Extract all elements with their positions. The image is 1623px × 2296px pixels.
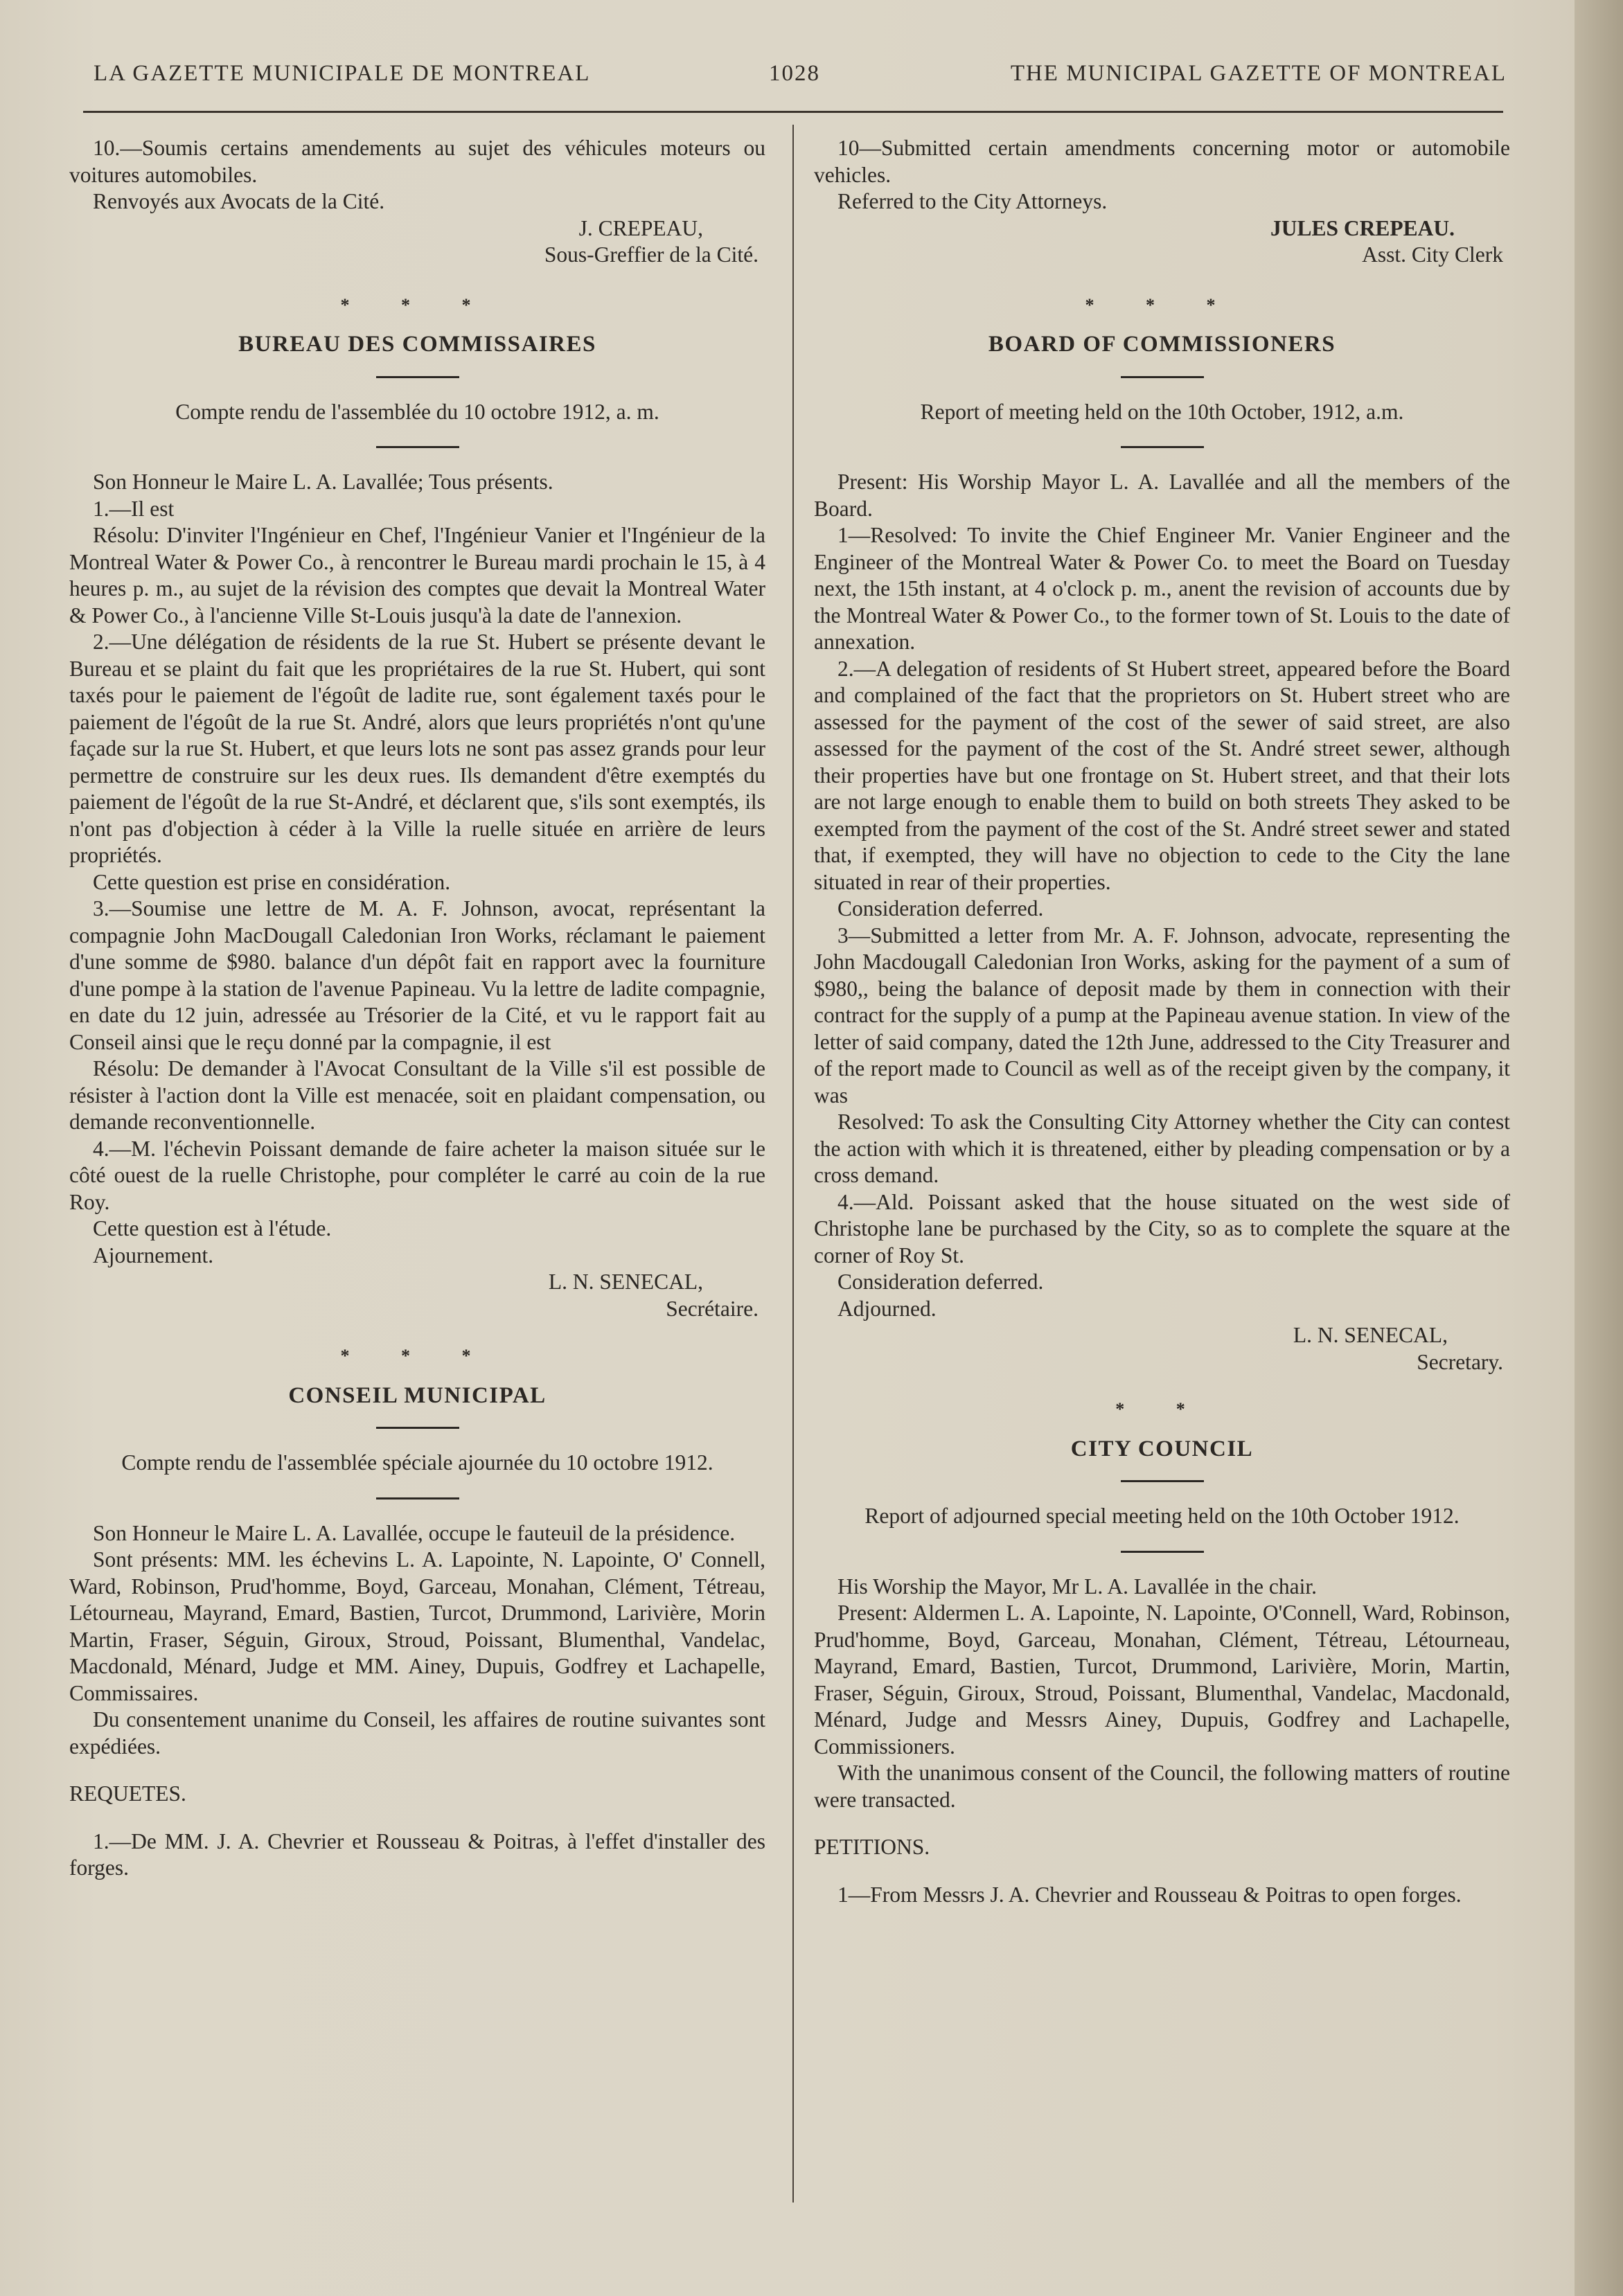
subtitle-rule <box>376 446 459 448</box>
page-edge <box>1575 0 1623 2296</box>
signature2-name-en: L. N. SENECAL, <box>1293 1323 1448 1347</box>
council-present-fr: Sont présents: MM. les échevins L. A. Lapointe, N. Lapointe, O' Connell, Ward, Robinson, Prud'homme, Boyd, Garceau, Monahan, Clément, Tétreau, Létourneau, Mayrand, Emard, Bastien, Turcot, Drummond, Larivière, Morin Martin, Fraser, Séguin, Giroux, Stroud, Poissant, Blumenthal, Vandelac, Macdonald, Ménard, Judge et MM. Ainey, Dupuis, Godfrey et Lachapelle, Commissaires. <box>69 1547 765 1705</box>
header-title-en: THE MUNICIPAL GAZETTE OF MONTREAL <box>1010 61 1507 86</box>
signature2-title-fr: Secrétaire. <box>666 1296 759 1321</box>
column-french <box>69 135 765 1882</box>
resolution-4-consideration-fr: Cette question est à l'étude. <box>93 1216 332 1240</box>
present-fr: Son Honneur le Maire L. A. Lavallée; Tous présents. <box>93 470 553 494</box>
resolution-3-resolved-fr: Résolu: De demander à l'Avocat Consultant de la Ville s'il est possible de résister à l'action dont la Ville est menacée, soit en plaidant compensation, ou demande reconventionnelle. <box>69 1056 765 1134</box>
resolution-2-fr: 2.—Une délégation de résidents de la rue St. Hubert se présente devant le Bureau et se plaint du fait que les propriétaires de la rue St. Hubert, qui sont taxés pour le paiement de l'égoût de ladite rue, sont également taxés pour le paiement de l'égoût de la rue St. André, alors que leurs propriétés n'ont qu'une façade sur la rue St. Hubert, et que leurs lots ne sont pas assez grands pour leur permettre de construire sur les deux rues. Ils demandent d'être exemptés du paiement de l'égoût de la rue St-André, et déclarent que, s'ils sont exemptés, ils n'ont pas d'objection à céder à la Ville la ruelle située en arrière de leurs propriétés. <box>69 630 765 867</box>
adjourned-fr: Ajournement. <box>93 1243 214 1267</box>
council-heading-rule-en <box>1121 1480 1204 1482</box>
council-chair-en: His Worship the Mayor, Mr L. A. Lavallée in the chair. <box>837 1574 1317 1599</box>
resolution-2-consideration-en: Consideration deferred. <box>837 896 1044 920</box>
bureau-subtitle: Compte rendu de l'assemblée du 10 octobre 1912, a. m. <box>175 399 659 424</box>
signature2-title-en: Secretary. <box>1417 1349 1503 1374</box>
resolution-3-fr: 3.—Soumise une lettre de M. A. F. Johnson, avocat, représentant la compagnie John MacDougall Caledonian Iron Works, réclamant le paiement d'une somme de $980. balance d'un dépôt fait en rapport avec la fourniture d'une pompe à la station de l'avenue Papineau. Vu la lettre de ladite compagnie, en date du 12 juin, adressée au Trésorier de la Cité, et vu le rapport fait au Conseil ainsi que le reçu donné par la compagnie, il est <box>69 896 765 1054</box>
adjourned-en: Adjourned. <box>837 1296 937 1321</box>
item-10-en: 10—Submitted certain amendments concerning motor or automobile vehicles. <box>814 136 1510 187</box>
council-consent-fr: Du consentement unanime du Conseil, les affaires de routine suivantes sont expédiées. <box>69 1707 765 1759</box>
council-subtitle-rule <box>376 1497 459 1499</box>
council-heading-fr: CONSEIL MUNICIPAL <box>288 1382 547 1408</box>
column-english <box>814 135 1510 1908</box>
section-separator-2: * * * <box>340 1346 495 1366</box>
header-title-fr: LA GAZETTE MUNICIPALE DE MONTREAL <box>94 61 591 86</box>
resolution-4-en: 4.—Ald. Poissant asked that the house situated on the west side of Christophe lane be purchased by the City, so as to complete the square at the corner of Roy St. <box>814 1189 1510 1267</box>
signature-name-fr: J. CREPEAU, <box>578 215 703 240</box>
board-heading-rule <box>1121 376 1204 378</box>
resolution-2-en: 2.—A delegation of residents of St Hubert street, appeared before the Board and complained of the fact that the proprietors on St. Hubert street who are assessed for the payment of the cost of the sewer of said street, are also assessed for the payment of the cost of the St. André street sewer, although their properties have but one frontage on St. Hubert street, and that their lots are not large enough to enable them to build on both streets They asked to be exempted from the payment of the cost of the St. André street sewer and stated that, if exempted, they will have no objection to cede to the City the lane situated in rear of their properties. <box>814 656 1510 894</box>
signature2-name-fr: L. N. SENECAL, <box>548 1270 703 1294</box>
council-subtitle-en: Report of adjourned special meeting held on the 10th October 1912. <box>864 1504 1460 1528</box>
resolution-1-head-fr: 1.—Il est <box>93 496 175 521</box>
column-divider <box>792 125 794 2202</box>
board-subtitle-rule <box>1121 446 1204 448</box>
item-10-referral-en: Referred to the City Attorneys. <box>837 189 1108 213</box>
request-1-en: 1—From Messrs J. A. Chevrier and Rousseau & Poitras to open forges. <box>837 1882 1462 1907</box>
section-separator: * * * <box>340 294 495 315</box>
resolution-3-en: 3—Submitted a letter from Mr. A. F. Johnson, advocate, representing the John Macdougall Caledonian Iron Works, asking for the payment of a sum of $980,, being the balance of deposit made by them in connection with their contract for the supply of a pump at the Papineau avenue station. In view of the letter of said company, dated the 12th June, addressed to the City Treasurer and of the report made to Council as well as of the receipt given by the company, it was <box>814 923 1510 1107</box>
request-1-fr: 1.—De MM. J. A. Chevrier et Rousseau & Poitras, à l'effet d'installer des forges. <box>69 1828 765 1880</box>
council-subtitle-fr: Compte rendu de l'assemblée spéciale ajournée du 10 octobre 1912. <box>121 1450 713 1475</box>
resolution-4-fr: 4.—M. l'échevin Poissant demande de faire acheter la maison située sur le côté ouest de la ruelle Christophe, pour compléter le carré au coin de la rue Roy. <box>69 1136 765 1214</box>
council-heading-en: CITY COUNCIL <box>1070 1436 1254 1461</box>
signature-title-en: Asst. City Clerk <box>1362 242 1503 267</box>
page-number: 1028 <box>769 61 820 86</box>
item-10-fr: 10.—Soumis certains amendements au sujet des véhicules moteurs ou voitures automobiles. <box>69 136 765 187</box>
present-en: Present: His Worship Mayor L. A. Lavallée and all the members of the Board. <box>814 470 1510 521</box>
item-10-referral-fr: Renvoyés aux Avocats de la Cité. <box>93 189 385 213</box>
section-separator-en-2: * * <box>1115 1399 1209 1419</box>
signature-title-fr: Sous-Greffier de la Cité. <box>544 242 759 267</box>
bureau-heading: BUREAU DES COMMISSAIRES <box>238 332 596 357</box>
council-chair-fr: Son Honneur le Maire L. A. Lavallée, occupe le fauteuil de la présidence. <box>93 1520 736 1545</box>
running-header <box>94 61 1507 103</box>
section-separator-en: * * * <box>1085 294 1239 315</box>
council-heading-rule <box>376 1427 459 1429</box>
council-present-en: Present: Aldermen L. A. Lapointe, N. Lapointe, O'Connell, Ward, Robinson, Prud'homme, Boyd, Garceau, Monahan, Clément, Tétreau, Létourneau, Mayrand, Emard, Bastien, Turcot, Drummond, Larivière, Morin, Martin, Fraser, Séguin, Giroux, Stroud, Poissant, Blumenthal, Vandelac, Macdonald, Ménard, Judge and Messrs Ainey, Dupuis, Godfrey and Lachapelle, Commissioners. <box>814 1601 1510 1759</box>
header-rule <box>83 111 1503 113</box>
council-consent-en: With the unanimous consent of the Council, the following matters of routine were transacted. <box>814 1761 1510 1812</box>
council-subtitle-rule-en <box>1121 1551 1204 1553</box>
resolution-3-resolved-en: Resolved: To ask the Consulting City Attorney whether the City can contest the action with which it is threatened, either by pleading compensation or by a cross demand. <box>814 1110 1510 1187</box>
resolution-1-fr: Résolu: D'inviter l'Ingénieur en Chef, l'Ingénieur Vanier et l'Ingénieur de la Montreal Water & Power Co., à rencontrer le Bureau mardi prochain le 15, à 4 heures p. m., au sujet de la révision des comptes que devait la Montreal Water & Power Co., à l'ancienne Ville St-Louis jusqu'à la date de l'annexion. <box>69 523 765 628</box>
resolution-4-consideration-en: Consideration deferred. <box>837 1270 1044 1294</box>
heading-rule <box>376 376 459 378</box>
resolution-2-consideration-fr: Cette question est prise en considération. <box>93 869 451 894</box>
board-subtitle: Report of meeting held on the 10th October, 1912, a.m. <box>920 399 1404 424</box>
signature-name-en: JULES CREPEAU. <box>1270 215 1455 240</box>
board-heading: BOARD OF COMMISSIONERS <box>988 332 1336 357</box>
petitions-heading: PETITIONS. <box>814 1835 930 1859</box>
requetes-heading: REQUETES. <box>69 1781 186 1806</box>
resolution-1-en: 1—Resolved: To invite the Chief Engineer Mr. Vanier Engineer and the Engineer of the Montreal Water & Power Co. to meet the Board on Tuesday next, the 15th instant, at 4 o'clock p. m., anent the revision of accounts due by the Montreal Water & Power Co., to the former town of St. Louis to the date of annexation. <box>814 523 1510 654</box>
